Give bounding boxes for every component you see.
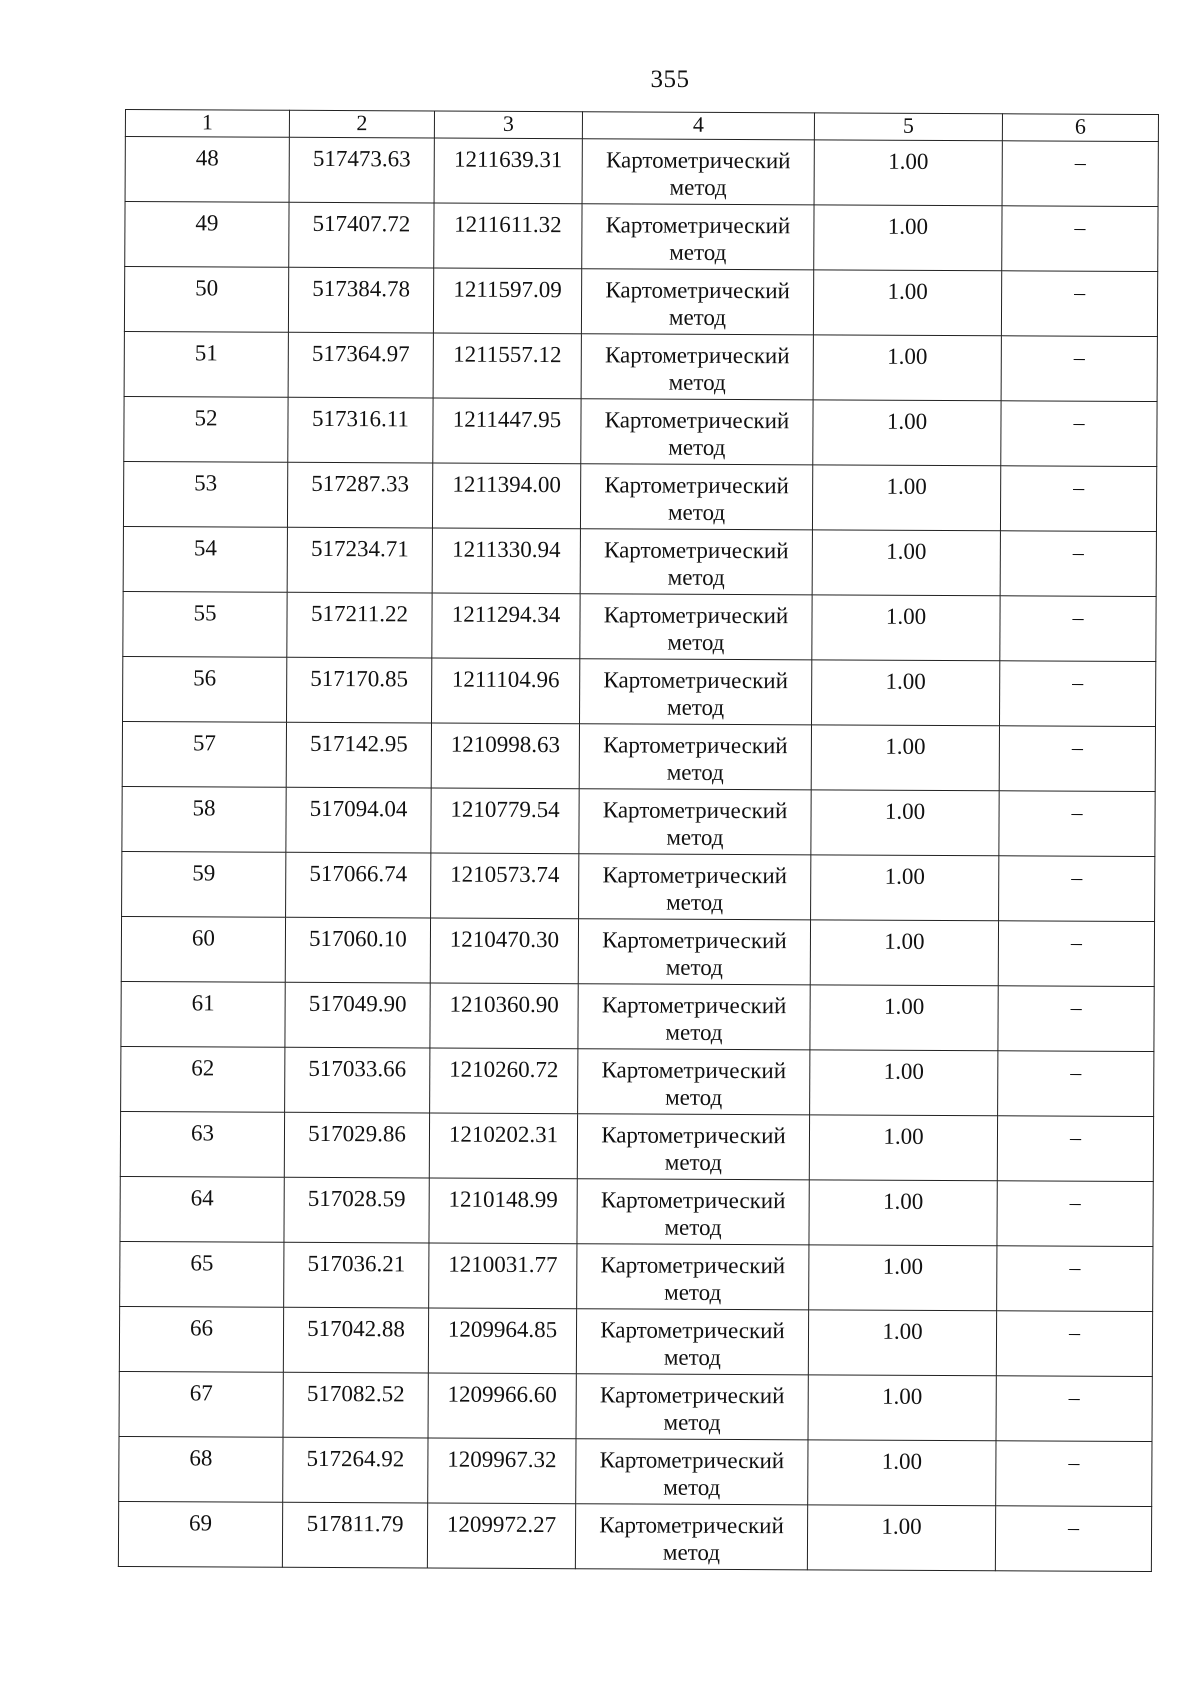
- x-coordinate-cell: 517042.88: [283, 1307, 428, 1373]
- y-coordinate-cell: 1209972.27: [427, 1503, 575, 1569]
- note-cell: –: [999, 661, 1155, 727]
- table-row: [123, 526, 1156, 596]
- method-cell: Картометрический метод: [577, 1244, 809, 1310]
- point-number-cell: 56: [123, 656, 287, 722]
- method-cell: Картометрический метод: [581, 399, 813, 465]
- method-cell: Картометрический метод: [575, 1504, 807, 1570]
- x-coordinate-cell: 517264.92: [283, 1437, 428, 1503]
- method-cell: Картометрический метод: [580, 659, 812, 725]
- note-cell: –: [1001, 271, 1157, 337]
- method-cell: Картометрический метод: [578, 919, 810, 985]
- method-cell: Картометрический метод: [576, 1309, 808, 1375]
- table-row: [119, 1306, 1152, 1376]
- note-cell: –: [999, 791, 1155, 857]
- point-number-cell: 57: [122, 721, 286, 787]
- accuracy-cell: 1.00: [809, 1245, 997, 1311]
- accuracy-cell: 1.00: [810, 985, 998, 1051]
- point-number-cell: 58: [122, 786, 286, 852]
- table-row: [123, 461, 1156, 531]
- y-coordinate-cell: 1210360.90: [430, 983, 578, 1049]
- method-cell: Картометрический метод: [576, 1374, 808, 1440]
- method-cell: Картометрический метод: [579, 789, 811, 855]
- method-cell: Картометрический метод: [582, 139, 814, 205]
- note-cell: –: [1000, 531, 1156, 597]
- x-coordinate-cell: 517066.74: [286, 852, 431, 918]
- note-cell: –: [995, 1506, 1151, 1572]
- y-coordinate-cell: 1209966.60: [428, 1373, 576, 1439]
- note-cell: –: [1002, 206, 1158, 272]
- point-number-cell: 50: [124, 267, 288, 333]
- x-coordinate-cell: 517033.66: [285, 1047, 430, 1113]
- y-coordinate-cell: 1210031.77: [429, 1243, 577, 1309]
- accuracy-cell: 1.00: [814, 140, 1002, 206]
- method-cell: Картометрический метод: [578, 984, 810, 1050]
- note-cell: –: [996, 1441, 1152, 1507]
- accuracy-cell: 1.00: [810, 920, 998, 986]
- y-coordinate-cell: 1209967.32: [428, 1438, 576, 1504]
- accuracy-cell: 1.00: [809, 1180, 997, 1246]
- method-cell: Картометрический метод: [581, 334, 813, 400]
- method-cell: Картометрический метод: [580, 529, 812, 595]
- note-cell: –: [996, 1376, 1152, 1442]
- note-cell: –: [1000, 596, 1156, 662]
- y-coordinate-cell: 1211294.34: [432, 593, 580, 659]
- point-number-cell: 64: [120, 1176, 284, 1242]
- point-number-cell: 68: [119, 1436, 283, 1502]
- x-coordinate-cell: 517287.33: [287, 462, 432, 528]
- point-number-cell: 62: [121, 1046, 285, 1112]
- method-cell: Картометрический метод: [582, 204, 814, 270]
- point-number-cell: 52: [124, 396, 288, 462]
- y-coordinate-cell: 1210470.30: [430, 918, 578, 984]
- table-row: [120, 1241, 1153, 1311]
- y-coordinate-cell: 1211639.31: [434, 138, 582, 204]
- accuracy-cell: 1.00: [811, 725, 999, 791]
- y-coordinate-cell: 1211394.00: [432, 463, 580, 529]
- method-cell: Картометрический метод: [579, 724, 811, 790]
- table-row: [119, 1371, 1152, 1441]
- method-cell: Картометрический метод: [580, 464, 812, 530]
- x-coordinate-cell: 517060.10: [285, 917, 430, 983]
- accuracy-cell: 1.00: [808, 1440, 996, 1506]
- y-coordinate-cell: 1211611.32: [434, 203, 582, 269]
- method-cell: Картометрический метод: [576, 1439, 808, 1505]
- x-coordinate-cell: 517028.59: [284, 1177, 429, 1243]
- accuracy-cell: 1.00: [814, 205, 1002, 271]
- table-row: [123, 656, 1156, 726]
- note-cell: –: [999, 856, 1155, 922]
- y-coordinate-cell: 1211104.96: [432, 658, 580, 724]
- y-coordinate-cell: 1209964.85: [428, 1308, 576, 1374]
- point-number-cell: 59: [122, 851, 286, 917]
- y-coordinate-cell: 1211447.95: [433, 398, 581, 464]
- column-header-3: 3: [434, 111, 582, 139]
- table-row: [125, 137, 1158, 207]
- table-row: [125, 202, 1158, 272]
- y-coordinate-cell: 1211557.12: [433, 333, 581, 399]
- x-coordinate-cell: 517094.04: [286, 787, 431, 853]
- point-number-cell: 67: [119, 1371, 283, 1437]
- accuracy-cell: 1.00: [812, 465, 1000, 531]
- accuracy-cell: 1.00: [807, 1505, 995, 1571]
- table-row: [121, 981, 1154, 1051]
- x-coordinate-cell: 517082.52: [283, 1372, 428, 1438]
- point-number-cell: 66: [119, 1306, 283, 1372]
- column-header-1: 1: [125, 110, 289, 138]
- accuracy-cell: 1.00: [808, 1310, 996, 1376]
- table-row: [122, 721, 1155, 791]
- x-coordinate-cell: 517234.71: [287, 527, 432, 593]
- note-cell: –: [997, 1116, 1153, 1182]
- note-cell: –: [996, 1311, 1152, 1377]
- accuracy-cell: 1.00: [810, 1050, 998, 1116]
- x-coordinate-cell: 517811.79: [282, 1502, 427, 1568]
- accuracy-cell: 1.00: [811, 790, 999, 856]
- page-number: 355: [650, 66, 690, 93]
- table-row: [123, 591, 1156, 661]
- y-coordinate-cell: 1210148.99: [429, 1178, 577, 1244]
- note-cell: –: [1001, 401, 1157, 467]
- table-row: [124, 267, 1157, 337]
- column-header-4: 4: [582, 112, 814, 140]
- method-cell: Картометрический метод: [581, 269, 813, 335]
- table-row: [122, 851, 1155, 921]
- y-coordinate-cell: 1210260.72: [430, 1048, 578, 1114]
- table-row: [120, 1176, 1153, 1246]
- note-cell: –: [997, 1246, 1153, 1312]
- y-coordinate-cell: 1210573.74: [431, 853, 579, 919]
- point-number-cell: 49: [125, 202, 289, 268]
- table-row: [118, 1501, 1151, 1571]
- method-cell: Картометрический метод: [580, 594, 812, 660]
- note-cell: –: [1002, 141, 1158, 207]
- method-cell: Картометрический метод: [579, 854, 811, 920]
- x-coordinate-cell: 517364.97: [288, 332, 433, 398]
- accuracy-cell: 1.00: [813, 400, 1001, 466]
- accuracy-cell: 1.00: [811, 660, 999, 726]
- point-number-cell: 55: [123, 591, 287, 657]
- table-body: [118, 137, 1158, 1572]
- table-row: [119, 1436, 1152, 1506]
- accuracy-cell: 1.00: [813, 270, 1001, 336]
- y-coordinate-cell: 1210202.31: [429, 1113, 577, 1179]
- x-coordinate-cell: 517384.78: [288, 267, 433, 333]
- table-row: [121, 1046, 1154, 1116]
- note-cell: –: [999, 726, 1155, 792]
- x-coordinate-cell: 517473.63: [289, 137, 434, 203]
- point-number-cell: 53: [123, 461, 287, 527]
- x-coordinate-cell: 517407.72: [289, 202, 434, 268]
- table-row: [124, 331, 1157, 401]
- column-header-2: 2: [289, 110, 434, 138]
- accuracy-cell: 1.00: [812, 595, 1000, 661]
- accuracy-cell: 1.00: [809, 1115, 997, 1181]
- column-header-5: 5: [814, 113, 1002, 141]
- coordinates-table: [118, 109, 1159, 1572]
- note-cell: –: [1000, 466, 1156, 532]
- point-number-cell: 54: [123, 526, 287, 592]
- note-cell: –: [997, 1181, 1153, 1247]
- note-cell: –: [998, 921, 1154, 987]
- y-coordinate-cell: 1211597.09: [433, 268, 581, 334]
- point-number-cell: 61: [121, 981, 285, 1047]
- note-cell: –: [1001, 336, 1157, 402]
- table-row: [124, 396, 1157, 466]
- y-coordinate-cell: 1211330.94: [432, 528, 580, 594]
- point-number-cell: 63: [120, 1111, 284, 1177]
- x-coordinate-cell: 517316.11: [288, 397, 433, 463]
- method-cell: Картометрический метод: [577, 1179, 809, 1245]
- note-cell: –: [998, 1051, 1154, 1117]
- y-coordinate-cell: 1210998.63: [431, 723, 579, 789]
- accuracy-cell: 1.00: [812, 530, 1000, 596]
- x-coordinate-cell: 517211.22: [287, 592, 432, 658]
- point-number-cell: 60: [121, 916, 285, 982]
- point-number-cell: 65: [120, 1241, 284, 1307]
- accuracy-cell: 1.00: [811, 855, 999, 921]
- y-coordinate-cell: 1210779.54: [431, 788, 579, 854]
- x-coordinate-cell: 517142.95: [286, 722, 431, 788]
- table-row: [122, 786, 1155, 856]
- x-coordinate-cell: 517049.90: [285, 982, 430, 1048]
- note-cell: –: [998, 986, 1154, 1052]
- accuracy-cell: 1.00: [813, 335, 1001, 401]
- x-coordinate-cell: 517036.21: [284, 1242, 429, 1308]
- point-number-cell: 48: [125, 137, 289, 203]
- method-cell: Картометрический метод: [578, 1049, 810, 1115]
- column-header-6: 6: [1002, 114, 1158, 142]
- x-coordinate-cell: 517170.85: [287, 657, 432, 723]
- point-number-cell: 51: [124, 331, 288, 397]
- point-number-cell: 69: [118, 1501, 282, 1567]
- table-row: [120, 1111, 1153, 1181]
- x-coordinate-cell: 517029.86: [284, 1112, 429, 1178]
- method-cell: Картометрический метод: [577, 1114, 809, 1180]
- accuracy-cell: 1.00: [808, 1375, 996, 1441]
- table-row: [121, 916, 1154, 986]
